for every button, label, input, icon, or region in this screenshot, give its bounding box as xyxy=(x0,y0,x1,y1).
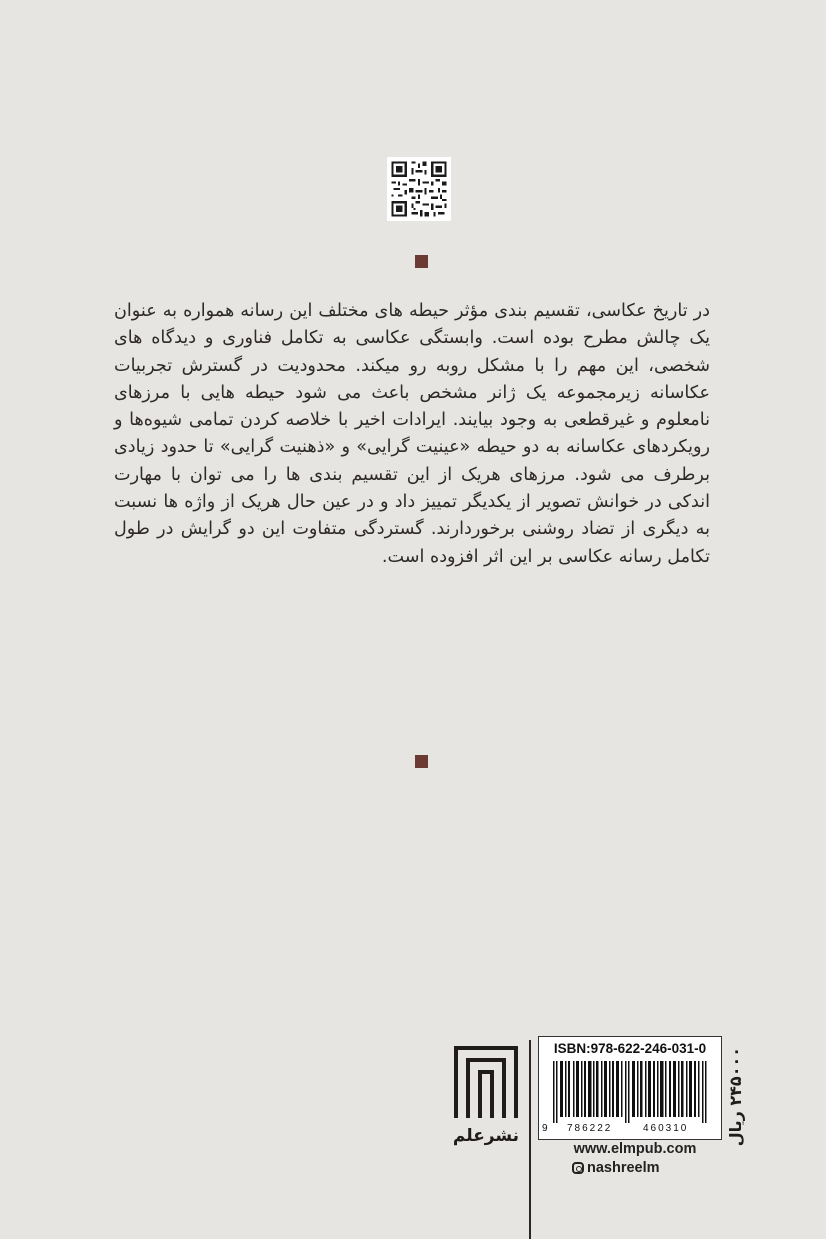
instagram-handle: nashreelm xyxy=(587,1160,660,1176)
decorative-square-bottom xyxy=(415,755,428,768)
barcode-panel xyxy=(538,1036,722,1140)
ean-lead-digit: 9 xyxy=(542,1123,548,1134)
instagram-handle-row xyxy=(572,1160,702,1176)
ean-left-digits: 786222 xyxy=(567,1123,613,1134)
decorative-square-top xyxy=(415,255,428,268)
website-link: www.elmpub.com xyxy=(573,1141,697,1157)
instagram-icon xyxy=(572,1162,584,1174)
barcode xyxy=(553,1061,709,1123)
qr-code xyxy=(387,157,451,221)
publisher-name: نشرعلم xyxy=(452,1126,520,1146)
isbn-label: ISBN:978-622-246-031-0 xyxy=(553,1041,707,1056)
price-label: ۲۴۵۰۰۰ ریال xyxy=(726,1047,745,1147)
description-text: در تاریخ عکاسی، تقسیم بندی مؤثر حیطه های مختلف این رسانه همواره به عنوان یک چالش مطرح بوده است. وابستگی عکاسی به تکامل فناوری و دیدگاه های شخصی، این مهم را با مشکل روبه رو میکند. محدودیت در گسترش تجربیات عکاسانه زیرمجموعه یک ژانر مشخص باعث می شود حیطه هایی با مرزهای نامعلوم و غیرقطعی به وجود بیایند. ایرادات اخیر با خلاصه کردن تمامی شیوه‌ها و رویکردهای عکاسانه به دو حیطه «عینیت گرایی» و «ذهنیت گرایی» تا حدود زیادی برطرف می شود. مرزهای هریک از این تقسیم بندی ها را می توان با مهارت اندکی در خوانش تصویر از یکدیگر تمییز داد و در عین حال هریک از واژه ها نسبت به دیگری از تضاد روشنی برخوردارند. گستردگی متفاوت این دو گرایش در طول تکامل رسانه عکاسی بر این اثر افزوده است. xyxy=(114,301,710,567)
vertical-divider xyxy=(529,1040,531,1239)
publisher-logo xyxy=(446,1038,526,1158)
ean-right-digits: 460310 xyxy=(643,1123,689,1134)
publisher-logo-icon xyxy=(446,1038,526,1126)
